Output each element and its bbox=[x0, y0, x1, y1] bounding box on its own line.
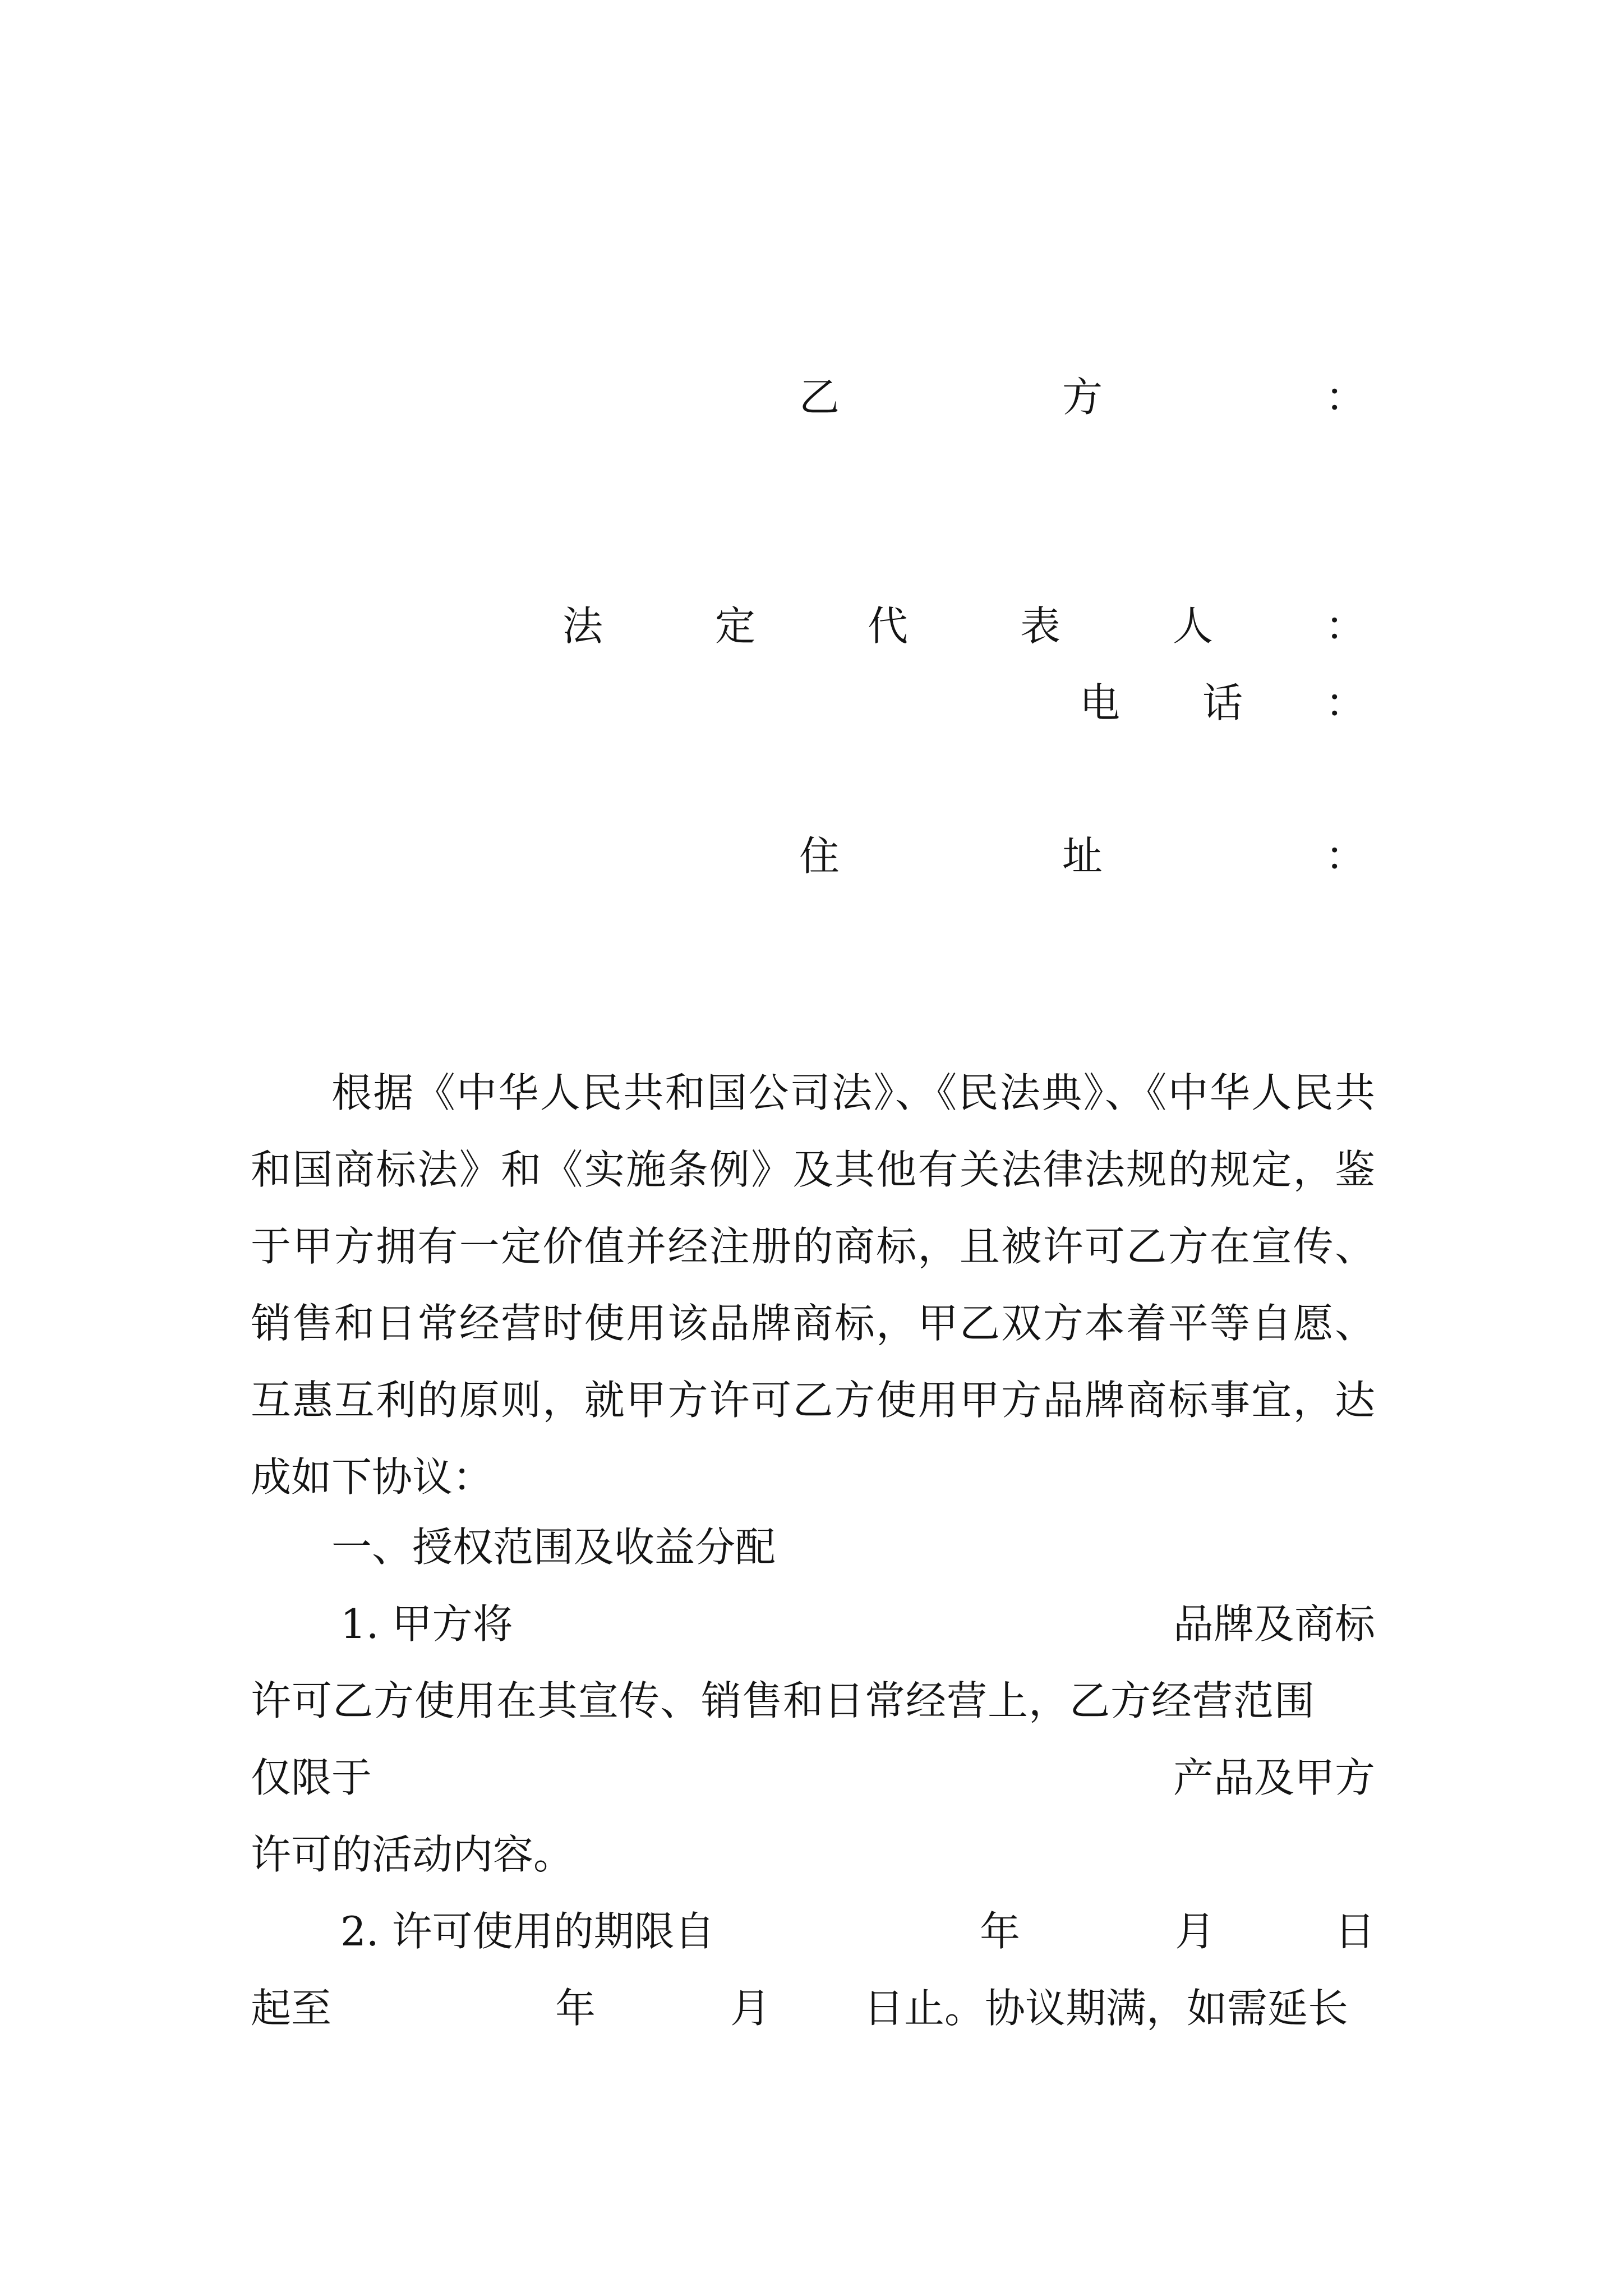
item-2-end-year-text: 年 bbox=[555, 1985, 596, 2032]
party-b-colon: ： bbox=[1325, 374, 1366, 421]
phone-colon: ： bbox=[1325, 679, 1366, 726]
item-1-brand-text: 品牌及商标 bbox=[1173, 1600, 1375, 1648]
item-1-line-4 bbox=[251, 1831, 1375, 1878]
legal-rep-char: 人 bbox=[1172, 602, 1213, 650]
item-2-end-day-text: 日止。协议期满，如需延长 bbox=[864, 1985, 1349, 2032]
address-char: 址 bbox=[1062, 832, 1103, 880]
legal-rep-char: 定 bbox=[714, 602, 755, 650]
phone-char: 电 bbox=[1080, 679, 1121, 726]
item-2-until-text: 起至 bbox=[251, 1985, 332, 2032]
address-char: 住 bbox=[799, 832, 840, 880]
party-b-char: 方 bbox=[1062, 374, 1103, 421]
item-1-line-3 bbox=[251, 1754, 1375, 1801]
item-2-line-1 bbox=[251, 1908, 1376, 1956]
address-colon: ： bbox=[1325, 832, 1366, 880]
section-1-heading bbox=[251, 1524, 1456, 1571]
legal-rep-char: 法 bbox=[562, 602, 603, 650]
legal-rep-char: 表 bbox=[1020, 602, 1061, 650]
party-b-label bbox=[799, 374, 1366, 421]
item-2-start-year-text: 年 bbox=[980, 1908, 1021, 1955]
legal-representative-label bbox=[562, 602, 1366, 650]
section-1-heading-text: 一、授权范围及收益分配 bbox=[331, 1524, 776, 1571]
item-2-line-2 bbox=[251, 1985, 1375, 2033]
address-label bbox=[799, 832, 1366, 880]
item-2-start-month-text: 月 bbox=[1175, 1908, 1216, 1955]
legal-rep-char: 代 bbox=[867, 602, 908, 650]
item-1-scope-text: 许可乙方使用在其宣传、销售和日常经营上，乙方经营范围 bbox=[251, 1677, 1316, 1724]
legal-rep-colon: ： bbox=[1325, 602, 1366, 650]
preamble-paragraph bbox=[251, 1055, 1375, 1516]
item-2-end-month-text: 月 bbox=[730, 1985, 771, 2032]
item-1-licensor-text: 1. 甲方将 bbox=[340, 1600, 513, 1648]
party-b-char: 乙 bbox=[799, 374, 840, 421]
item-1-products-text: 产品及甲方 bbox=[1173, 1754, 1375, 1801]
item-2-start-day-text: 日 bbox=[1335, 1908, 1376, 1955]
item-1-limited-to-text: 仅限于 bbox=[251, 1754, 372, 1801]
item-1-activity-text: 许可的活动内容。 bbox=[251, 1831, 574, 1878]
item-1-line-1 bbox=[251, 1600, 1375, 1648]
phone-label bbox=[1080, 679, 1366, 726]
item-2-period-text: 2. 许可使用的期限自 bbox=[340, 1908, 715, 1955]
item-1-line-2 bbox=[251, 1677, 1375, 1724]
preamble-text: 根据《中华人民共和国公司法》、《民法典》、《中华人民共和国商标法》和《实施条例》及其他有关法律法规的规定，鉴于甲方拥有一定价值并经注册的商标，且被许可乙方在宣传、销售和日常经营时使用该品牌商标，甲乙双方本着平等自愿、互惠互利的原则，就甲方许可乙方使用甲方品牌商标事宜，达成如下协议： bbox=[251, 1069, 1375, 1501]
phone-char: 话 bbox=[1202, 679, 1243, 726]
